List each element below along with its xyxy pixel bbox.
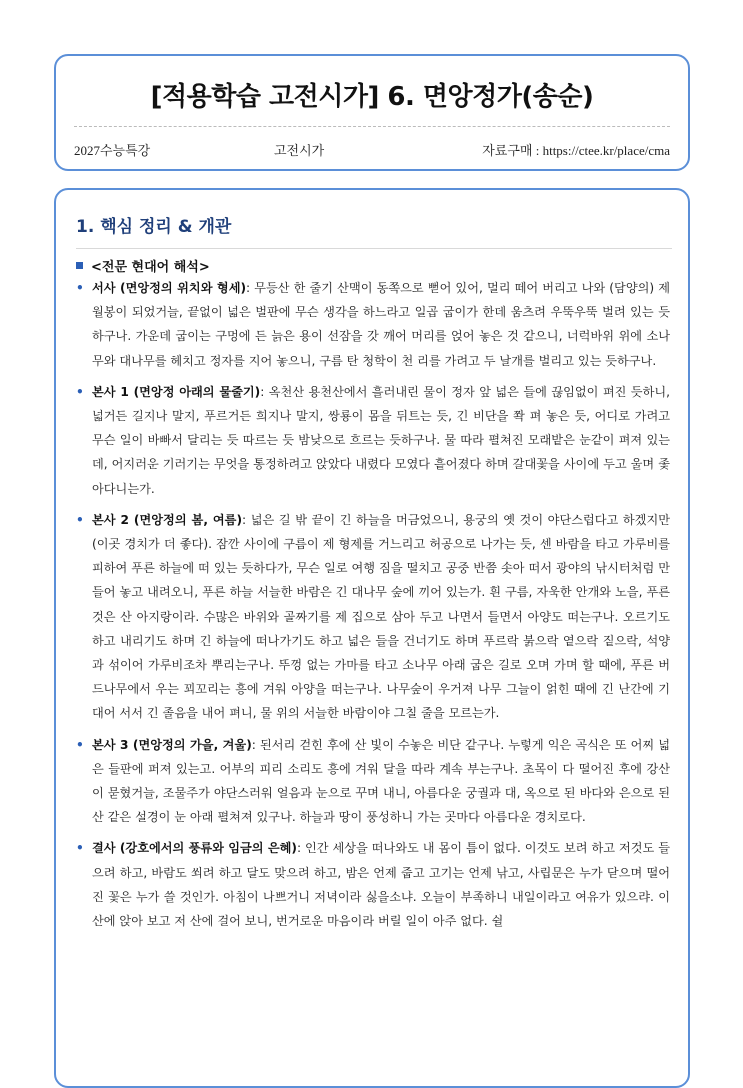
paragraph-list [76,276,670,940]
square-bullet-icon [76,262,83,269]
paragraph-prologue [76,276,670,373]
paragraph-main-1 [76,380,670,501]
paragraph-label: 본사 3 (면앙정의 가을, 겨울) [92,737,252,752]
paragraph-text: : 된서리 걷힌 후에 산 빛이 수놓은 비단 같구나. 누렇게 익은 곡식은 또 어찌 넓은 들판에 퍼져 있는고. 어부의 피리 소리도 흥에 겨워 달을 따라 계속 부는구나. 초목이 다 떨어진 후에 강산이 묻혔거늘, 조물주가 야단스러워 얼음과 눈으로 꾸며 내니, 아름다운 궁궐과 대, 옥으로 된 바다와 은으로 된 산 같은 설경이 눈 아래 펼쳐져 있구나. 하늘과 땅이 풍성하니 가는 곳마다 아름다운 경치로다. [92,737,670,825]
paragraph-main-3 [76,733,670,830]
subheading [76,256,210,275]
paragraph-text: : 무등산 한 줄기 산맥이 동쪽으로 뻗어 있어, 멀리 떼어 버리고 나와 (담양의) 제월봉이 되었거늘, 끝없이 넓은 벌판에 무슨 생각을 하느라고 일곱 굽이가 한데 움츠려 우뚝우뚝 벌려 있는 듯하구나. 가운데 굽이는 구멍에 든 늙은 용이 선잠을 갓 깨어 머리를 얹어 놓은 것 같으니, 너럭바위 위에 소나무와 대나무를 헤치고 정자를 지어 놓으니, 구름 탄 청학이 천 리를 가려고 두 날개를 벌리고 있는 듯하구나. [92,281,670,368]
paragraph-label: 결사 (강호에서의 풍류와 임금의 은혜) [92,841,297,856]
paragraph-label: 본사 1 (면앙정 아래의 물줄기) [92,384,261,399]
bullet-dot-icon: • [76,737,84,752]
paragraph-text: : 인간 세상을 떠나와도 내 몸이 틈이 없다. 이것도 보려 하고 저것도 들으려 하고, 바람도 쐬려 하고 달도 맞으려 하고, 밤은 언제 줍고 고기는 언제 낚고, 사립문은 누가 닫으며 떨어진 꽃은 누가 쓸 것인가. 아침이 나쁘거니 저녁이라 싫을소냐. 오늘이 부족하니 내일이라고 여유가 있으랴. 이 산에 앉아 보고 저 산에 걸어 보니, 번거로운 마음이라 버릴 일이 아주 없다. 쉴 [92,841,670,929]
header-divider [74,126,670,127]
paragraph-label: 본사 2 (면앙정의 봄, 여름) [92,512,243,527]
bullet-dot-icon: • [76,281,84,295]
header-box [54,54,690,171]
bullet-dot-icon: • [76,512,84,527]
paragraph-epilogue [76,836,670,933]
header-purchase-link[interactable]: 자료구매 : https://ctee.kr/place/cma [482,143,670,158]
page-title: [적용학습 고전시가] 6. 면앙정가(송순) [150,82,594,112]
bullet-dot-icon: • [76,841,84,856]
paragraph-main-2 [76,508,670,726]
paragraph-label: 서사 (면앙정의 위치와 형세) [92,281,247,295]
header-category: 고전시가 [274,143,325,158]
section-title: 1. 핵심 정리 & 개관 [76,217,232,237]
paragraph-text: : 옥천산 용천산에서 흘러내린 물이 정자 앞 넓은 들에 끊임없이 펴진 듯하니, 넓거든 길지나 말지, 푸르거든 희지나 말지, 쌍룡이 몸을 뒤트는 듯, 긴 비단을 쫙 펴 놓은 듯, 어디로 가려고 무슨 일이 바빠서 달리는 듯 따르는 듯 밤낮으로 흐르는 듯하구나. 물 따라 펼쳐진 모래밭은 눈같이 펴져 있는데, 어지러운 기러기는 무엇을 통정하려고 앉았다 내렸다 모였다 흩어졌다 하며 갈대꽃을 사이에 두고 울며 좇아다니는가. [92,384,670,496]
paragraph-text: : 넓은 길 밖 끝이 긴 하늘을 머금었으니, 용궁의 옛 것이 야단스럽다고 하겠지만 (이곳 경치가 더 좋다). 잠깐 사이에 구름이 제 형제를 거느리고 허공으로 나가는 듯, 센 바람을 타고 가루비를 피하여 푸른 하늘에 떠 있는 듯하다가, 무슨 일로 여행 짐을 떨치고 공중 반쯤 솟아 떠서 광야의 낚시터처럼 만들어 놓고 내려오니, 푸른 하늘 서늘한 바람은 긴 대나무 숲에 끼어 있는가. 흰 구름, 자욱한 안개와 노을, 푸른 것은 산 아지랑이라. 수많은 바위와 골짜기를 제 집으로 삼아 두고 나면서 들면서 아양도 떠는구나. 오르기도 하고 내리기도 하며 긴 하늘에 떠나가기도 하고 넓은 들을 건너기도 하며 푸르락 붉으락 옅으락 짙으락, 석양과 섞이어 가루비조차 뿌리는구나. 뚜껑 없는 가마를 타고 소나무 아래 굽은 길로 오며 가며 할 때에, 푸른 버드나무에서 우는 꾀꼬리는 흥에 겨워 아양을 떠는구나. 나무숲이 우거져 나무 그늘이 얽힌 때에 긴 난간에 기대어 서서 긴 졸음을 내어 펴니, 물 위의 서늘한 바람이야 그칠 줄을 모르는가. [92,512,670,721]
subheading-text: <전문 현대어 해석> [91,260,210,275]
section-divider [76,248,672,249]
content-box [54,188,690,1088]
bullet-dot-icon: • [76,384,84,399]
header-book-name: 2027수능특강 [74,143,151,158]
